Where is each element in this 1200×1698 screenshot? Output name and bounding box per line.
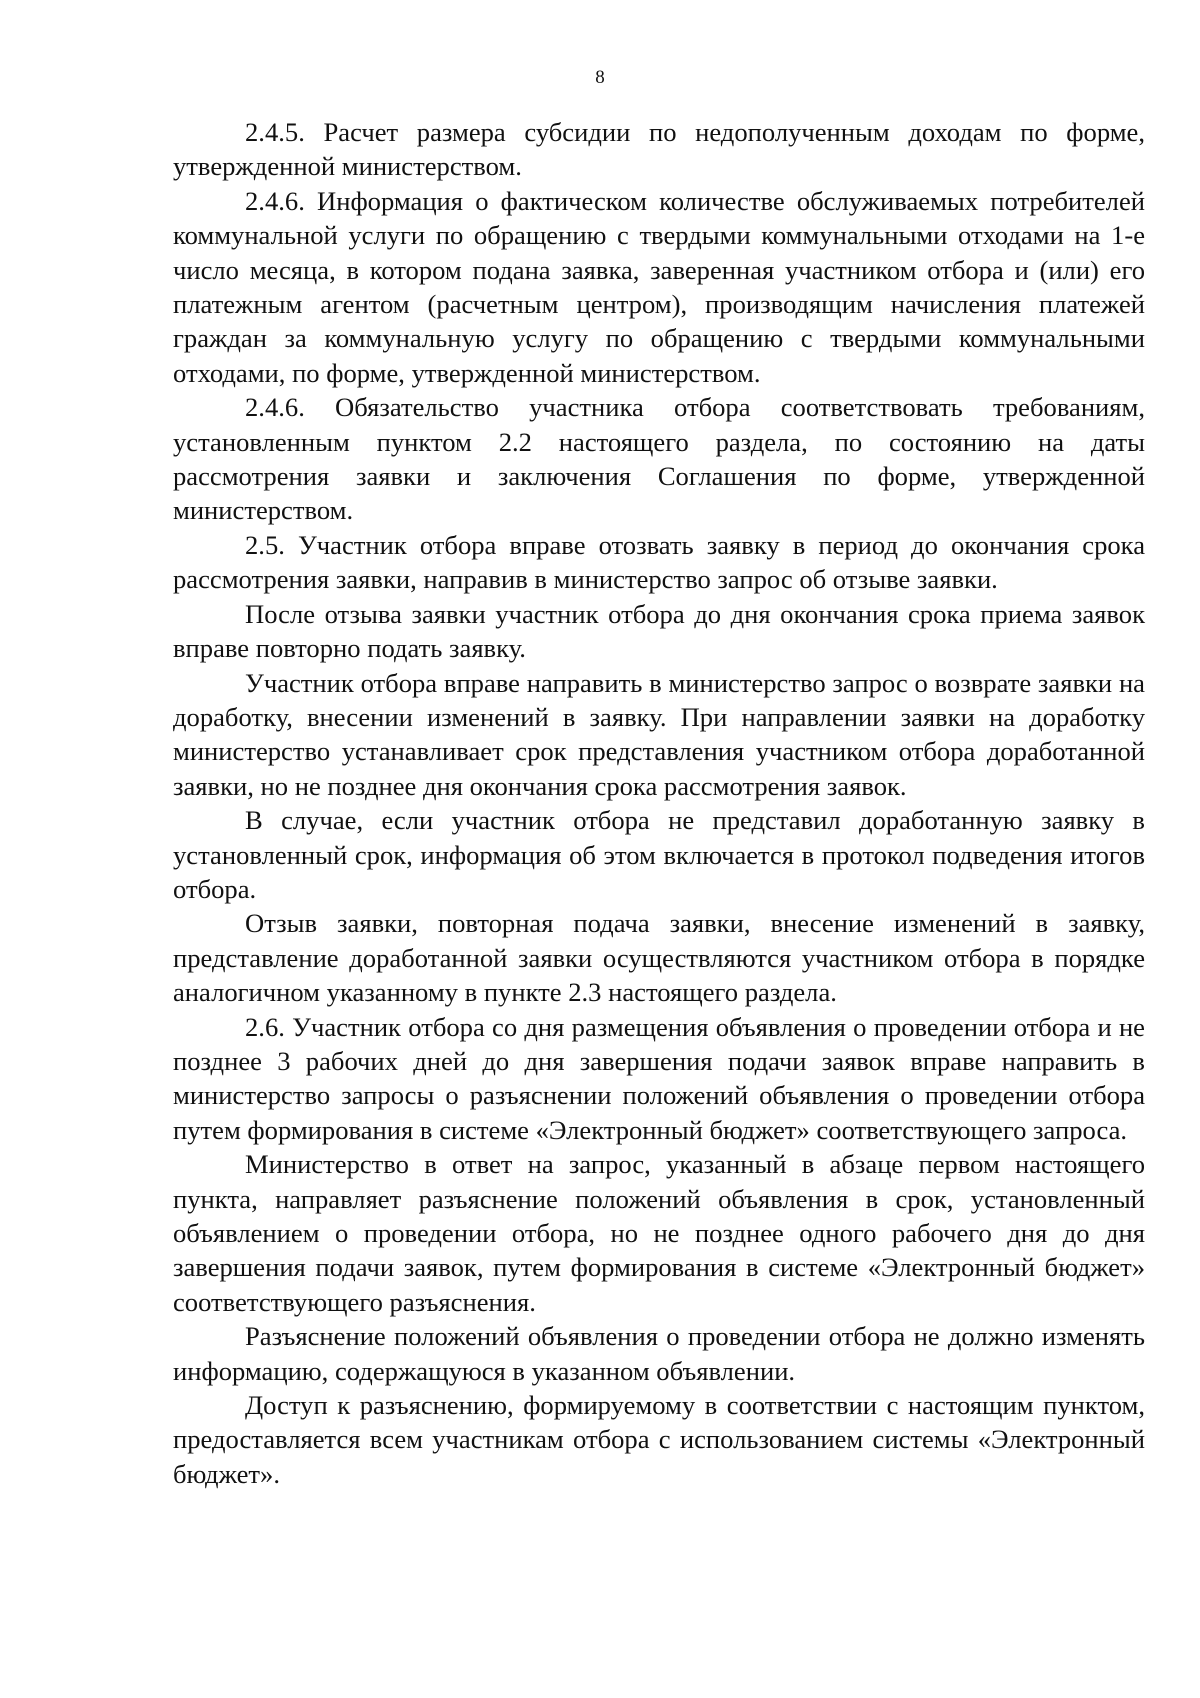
page-number: 8 — [595, 67, 605, 88]
paragraph-2-5: 2.5. Участник отбора вправе отозвать заявку в период до окончания срока рассмотрения заявки, направив в министерство запрос об отзыве заявки. — [173, 529, 1145, 595]
paragraph-ministry-response: Министерство в ответ на запрос, указанный в абзаце первом настоящего пункта, направляет разъяснение положений объявления в срок, установленный объявлением о проведении отбора, но не позднее одного рабочего дня до дня завершения подачи заявок, путем формирования в системе «Электронный бюджет» соответствующего разъяснения. — [173, 1149, 1145, 1317]
paragraph-2-4-5: 2.4.5. Расчет размера субсидии по недополученным доходам по форме, утвержденной министерством. — [173, 117, 1145, 182]
paragraph-clarification-limits: Разъяснение положений объявления о проведении отбора не должно изменять информацию, содержащуюся в указанном объявлении. — [173, 1321, 1145, 1386]
paragraph-withdrawal-resubmission: После отзыва заявки участник отбора до дня окончания срока приема заявок вправе повторно подать заявку. — [173, 598, 1145, 664]
document-body — [173, 115, 1145, 1491]
paragraph-clarification-access: Доступ к разъяснению, формируемому в соответствии с настоящим пунктом, предоставляется всем участникам отбора с использованием системы «Электронный бюджет». — [173, 1390, 1145, 1489]
paragraph-return-for-revision: Участник отбора вправе направить в министерство запрос о возврате заявки на доработку, внесении изменений в заявку. При направлении заявки на доработку министерство устанавливает срок представления участником отбора доработанной заявки, но не позднее дня окончания срока рассмотрения заявок. — [173, 667, 1145, 801]
paragraph-2-4-6-information: 2.4.6. Информация о фактическом количестве обслуживаемых потребителей коммунальной услуги по обращению с твердыми коммунальными отходами на 1-е число месяца, в котором подана заявка, заверенная участником отбора и (или) его платежным агентом (расчетным центром), производящим начисления платежей граждан за коммунальную услугу по обращению с твердыми коммунальными отходами, по форме, утвержденной министерством. — [173, 185, 1145, 388]
paragraph-revision-not-submitted: В случае, если участник отбора не представил доработанную заявку в установленный срок, информация об этом включается в протокол подведения итогов отбора. — [173, 805, 1145, 904]
paragraph-2-6: 2.6. Участник отбора со дня размещения объявления о проведении отбора и не позднее 3 рабочих дней до дня завершения подачи заявок вправе направить в министерство запросы о разъяснении положений объявления о проведении отбора путем формирования в системе «Электронный бюджет» соответствующего запроса. — [173, 1011, 1145, 1145]
paragraph-2-4-6-obligation: 2.4.6. Обязательство участника отбора соответствовать требованиям, установленным пунктом 2.2 настоящего раздела, по состоянию на даты рассмотрения заявки и заключения Соглашения по форме, утвержденной министерством. — [173, 392, 1145, 526]
paragraph-revision-procedure: Отзыв заявки, повторная подача заявки, внесение изменений в заявку, представление доработанной заявки осуществляются участником отбора в порядке аналогичном указанному в пункте 2.3 настоящего раздела. — [173, 908, 1145, 1008]
